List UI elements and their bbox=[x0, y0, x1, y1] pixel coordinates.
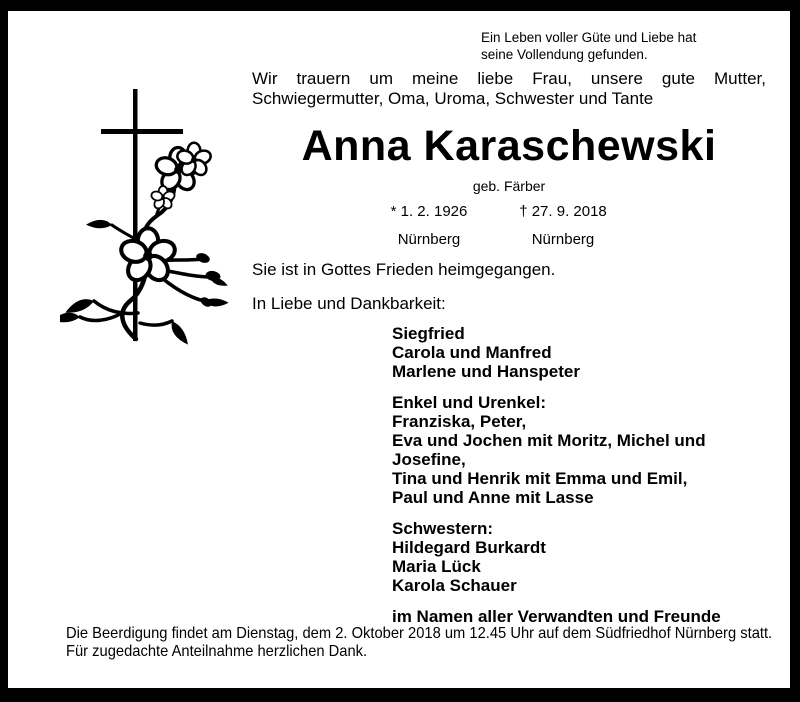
list-item: Josefine, bbox=[392, 450, 466, 469]
death-place: Nürnberg bbox=[531, 231, 595, 248]
birth-place: Nürnberg bbox=[397, 231, 461, 248]
list-item: Marlene und Hanspeter bbox=[392, 362, 580, 381]
list-item: Franziska, Peter, bbox=[392, 412, 527, 431]
grandchildren-heading: Enkel und Urenkel: bbox=[392, 393, 546, 412]
funeral-line2: Für zugedachte Anteilnahme herzlichen Dank. bbox=[66, 642, 368, 660]
funeral-information bbox=[66, 625, 772, 660]
list-item: Hildegard Burkardt bbox=[392, 538, 546, 557]
list-item: Maria Lück bbox=[392, 557, 481, 576]
closing-line: im Namen aller Verwandten und Freunde bbox=[392, 607, 721, 626]
list-item: Paul und Anne mit Lasse bbox=[392, 488, 594, 507]
grandchildren-group bbox=[392, 393, 772, 507]
peace-line: Sie ist in Gottes Frieden heimgegangen. bbox=[252, 260, 556, 279]
death-column bbox=[498, 203, 628, 248]
list-item: Tina und Henrik mit Emma und Emil, bbox=[392, 469, 688, 488]
birth-column bbox=[364, 203, 494, 248]
intro-line1: Wir trauern um meine liebe Frau, unsere gute Mutter, bbox=[252, 69, 766, 88]
family-group bbox=[392, 324, 772, 381]
list-item: Karola Schauer bbox=[392, 576, 517, 595]
death-date: † 27. 9. 2018 bbox=[519, 203, 607, 220]
maiden-name: geb. Färber bbox=[472, 178, 546, 194]
epigraph-line2: seine Vollendung gefunden. bbox=[481, 46, 648, 62]
list-item: Carola und Manfred bbox=[392, 343, 552, 362]
sisters-heading: Schwestern: bbox=[392, 519, 494, 538]
intro-line2: Schwiegermutter, Oma, Uroma, Schwester und Tante bbox=[252, 89, 654, 108]
cross-with-flowers-icon bbox=[60, 61, 250, 353]
birth-date: * 1. 2. 1926 bbox=[390, 203, 468, 220]
intro-paragraph bbox=[252, 69, 766, 109]
love-line: In Liebe und Dankbarkeit: bbox=[252, 294, 446, 313]
epigraph bbox=[481, 30, 696, 63]
list-item: Eva und Jochen mit Moritz, Michel und bbox=[392, 431, 706, 450]
sisters-group bbox=[392, 519, 772, 595]
deceased-name: Anna Karaschewski bbox=[301, 122, 717, 170]
mourners-list bbox=[392, 324, 772, 626]
funeral-line1: Die Beerdigung findet am Dienstag, dem 2. Oktober 2018 um 12.45 Uhr auf dem Südfriedhof Nürnberg statt. bbox=[66, 625, 773, 642]
epigraph-line1: Ein Leben voller Güte und Liebe hat bbox=[481, 30, 697, 45]
list-item: Siegfried bbox=[392, 324, 465, 343]
life-dates bbox=[252, 203, 766, 253]
